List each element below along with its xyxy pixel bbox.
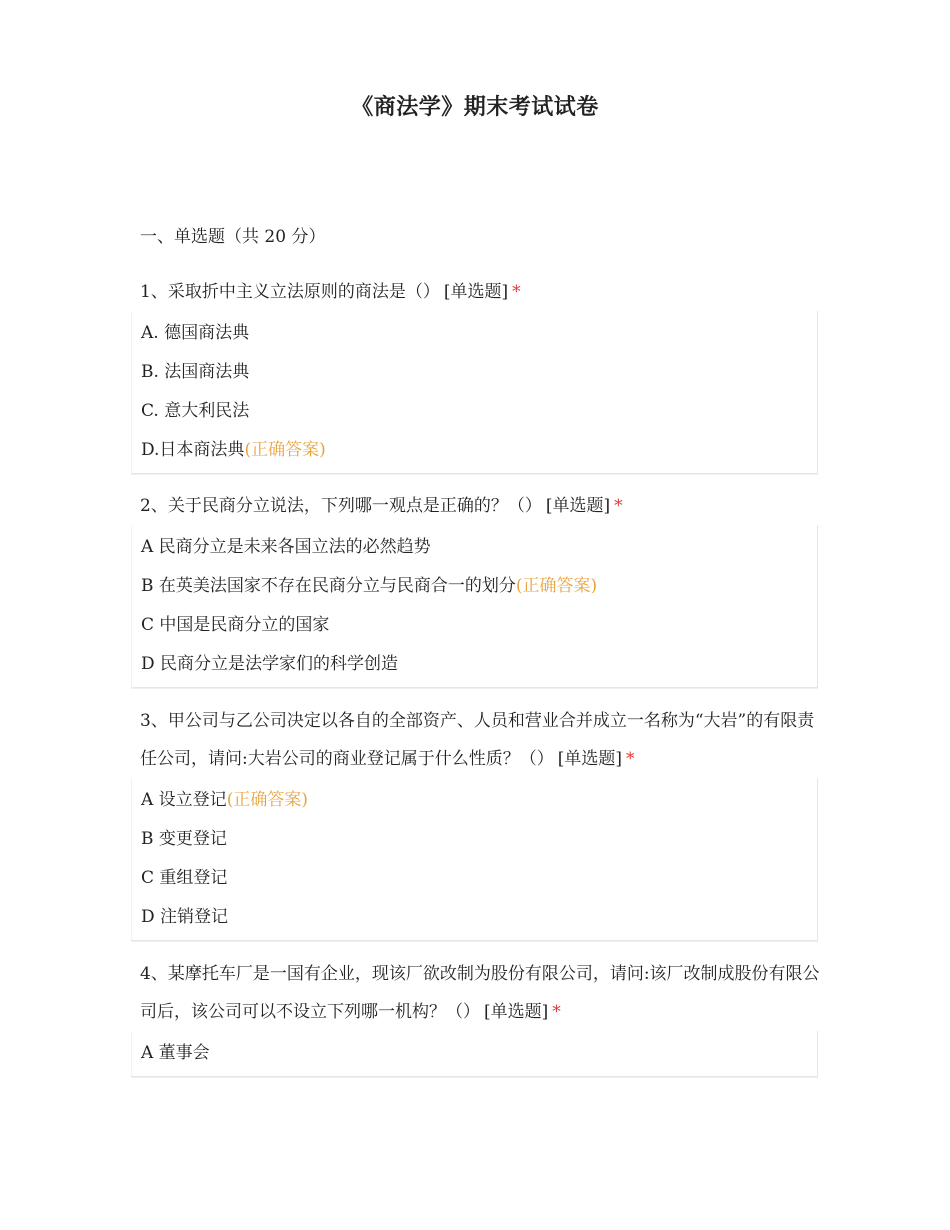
question-type-label: [单选题] [484, 1002, 549, 1022]
option-text: C. 意大利民法 [141, 401, 250, 421]
option-text: A 民商分立是未来各国立法的必然趋势 [141, 537, 431, 557]
question-stem: 4、某摩托车厂是一国有企业，现该厂欲改制为股份有限公司，请问:该厂改制成股份有限公司后，该公司可以不设立下列哪一机构？（） [140, 964, 820, 1022]
question-type-label: [单选题] [545, 496, 611, 516]
option-item[interactable] [141, 859, 817, 898]
option-item[interactable] [141, 898, 817, 937]
question-text [140, 487, 820, 525]
question-stem: 2、关于民商分立说法，下列哪一观点是正确的？（） [140, 496, 542, 516]
option-text: D 注销登记 [141, 907, 229, 927]
question-4 [140, 955, 820, 1077]
option-item[interactable] [141, 567, 817, 606]
option-item[interactable] [141, 353, 817, 392]
options-list [131, 311, 818, 474]
option-item[interactable] [141, 606, 817, 645]
option-text: A. 德国商法典 [141, 323, 250, 343]
option-text: D.日本商法典 [141, 440, 245, 460]
question-text [140, 702, 820, 778]
question-text [140, 955, 820, 1031]
correct-answer-mark: (正确答案) [226, 790, 308, 810]
question-type-label: [单选题] [557, 749, 622, 769]
question-type-label: [单选题] [443, 282, 509, 302]
required-star: * [626, 749, 635, 769]
option-item[interactable] [141, 431, 817, 470]
option-text: B 变更登记 [141, 829, 227, 849]
option-item[interactable] [141, 314, 817, 353]
option-item[interactable] [141, 1034, 817, 1073]
option-text: A 设立登记 [141, 790, 227, 810]
option-text: B. 法国商法典 [141, 362, 250, 382]
option-item[interactable] [141, 781, 817, 820]
required-star: * [552, 1002, 561, 1022]
options-list [131, 525, 818, 688]
option-text: A 董事会 [141, 1043, 210, 1063]
required-star: * [614, 496, 623, 516]
option-text: C 重组登记 [141, 868, 228, 888]
options-list [131, 1031, 818, 1077]
required-star: * [512, 282, 521, 302]
option-text: B 在英美法国家不存在民商分立与民商合一的划分 [141, 576, 516, 596]
question-text [140, 273, 820, 311]
question-1 [140, 273, 820, 474]
correct-answer-mark: (正确答案) [244, 440, 326, 460]
option-item[interactable] [141, 528, 817, 567]
option-item[interactable] [141, 820, 817, 859]
correct-answer-mark: (正确答案) [515, 576, 598, 596]
page-title: 《商法学》期末考试试卷 [351, 95, 599, 120]
question-stem: 3、甲公司与乙公司决定以各自的全部资产、人员和营业合并成立一名称为“大岩”的有限责任公司，请问:大岩公司的商业登记属于什么性质？（） [140, 711, 815, 769]
section-heading: 一、单选题（共 20 分） [140, 227, 326, 247]
question-3 [140, 702, 820, 941]
question-stem: 1、采取折中主义立法原则的商法是（） [140, 282, 440, 302]
option-text: C 中国是民商分立的国家 [141, 615, 330, 635]
option-text: D 民商分立是法学家们的科学创造 [141, 654, 399, 674]
options-list [131, 778, 818, 941]
option-item[interactable] [141, 645, 817, 684]
question-2 [140, 487, 820, 688]
option-item[interactable] [141, 392, 817, 431]
